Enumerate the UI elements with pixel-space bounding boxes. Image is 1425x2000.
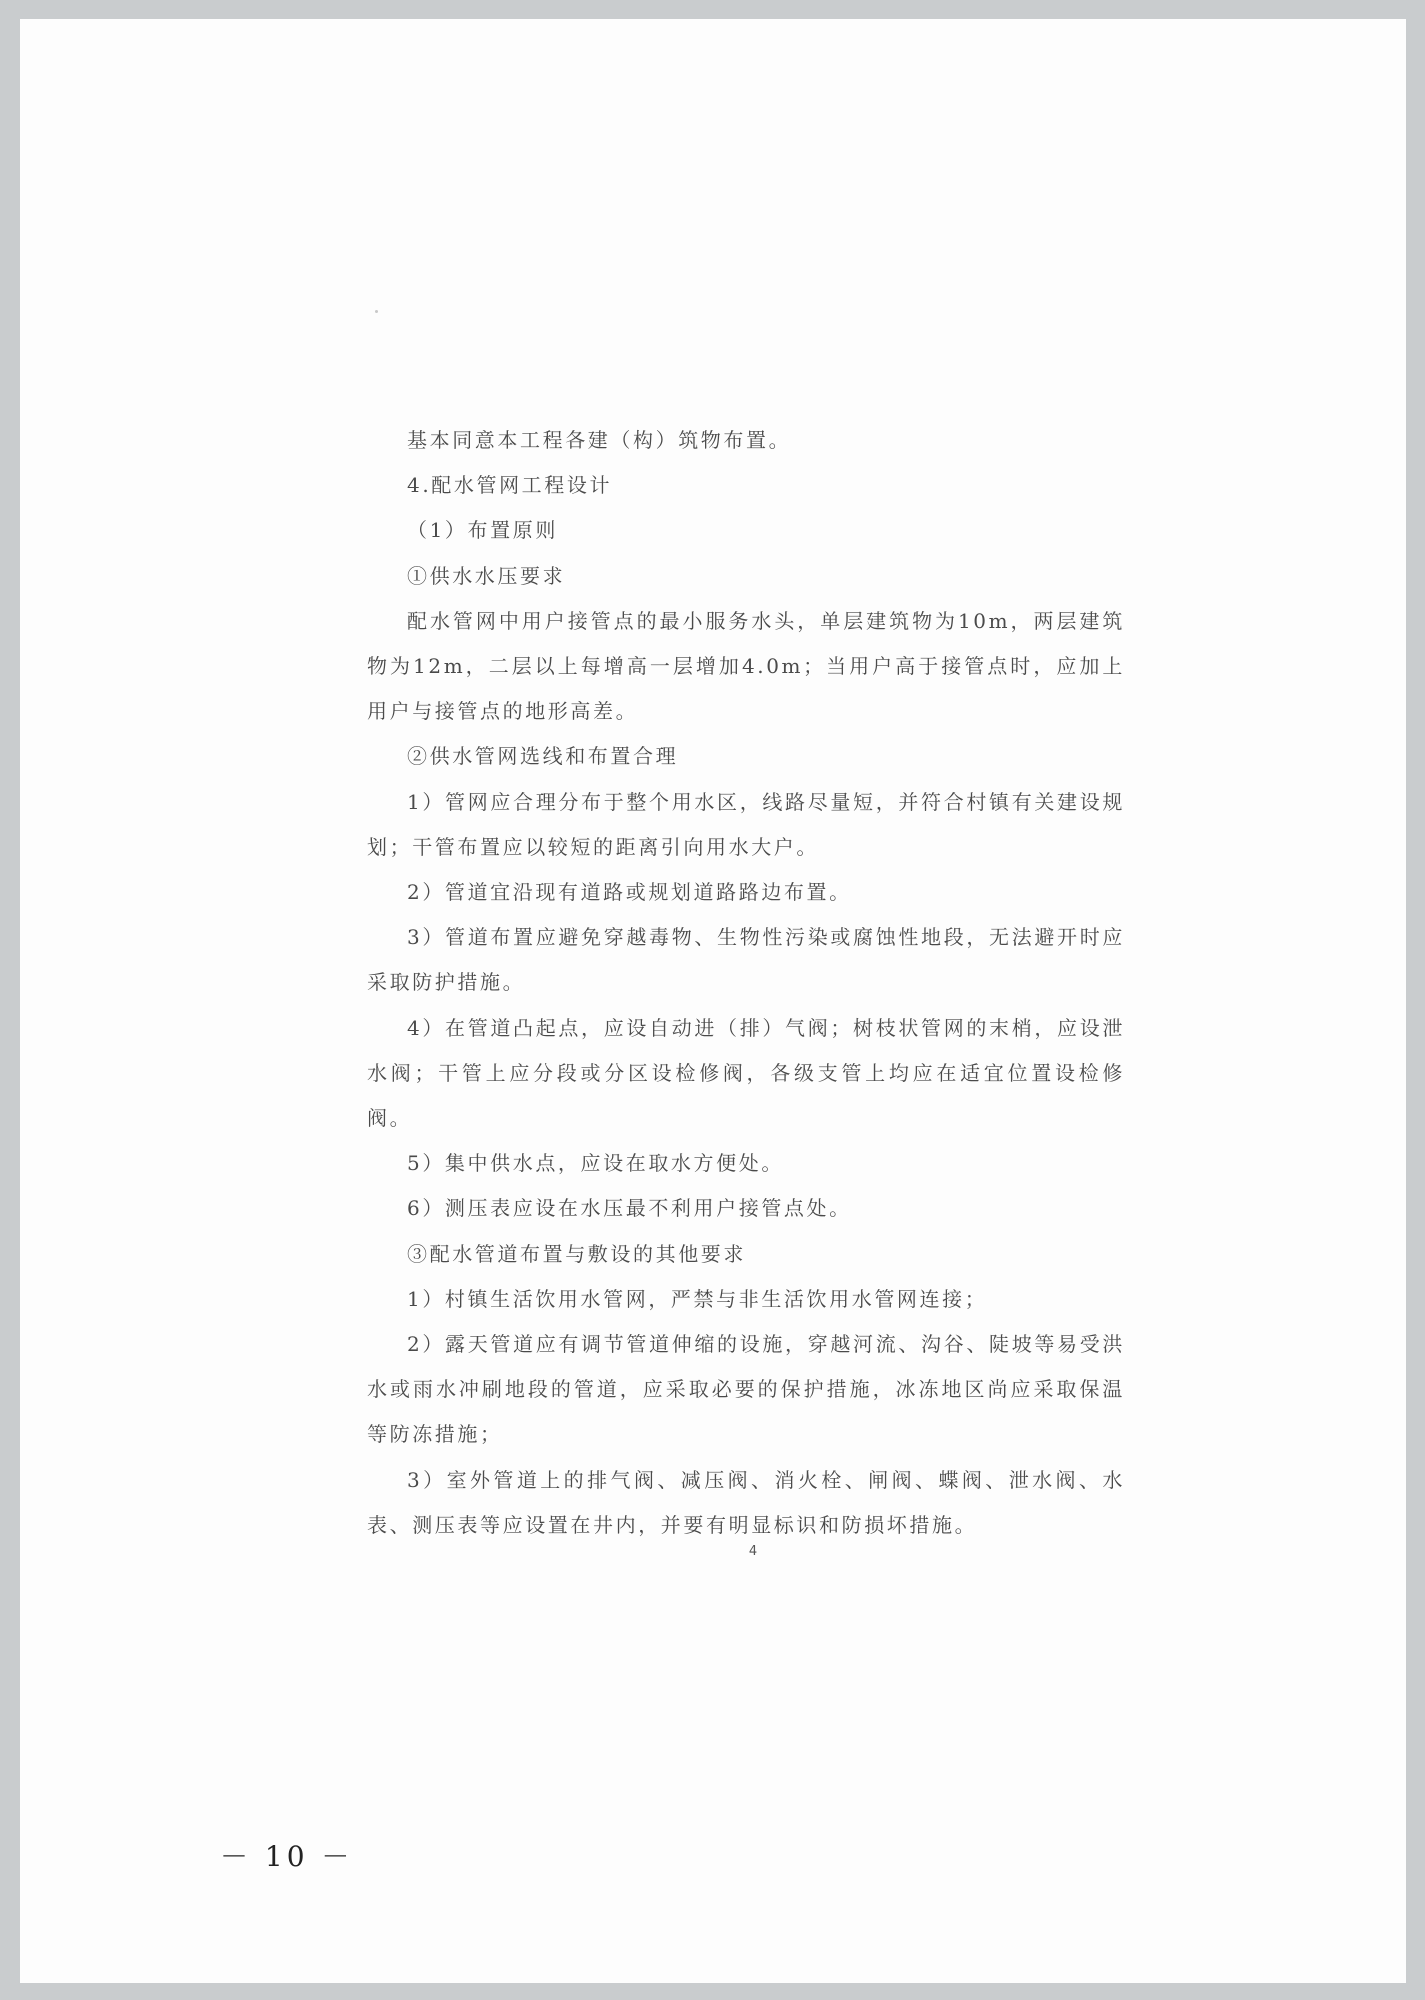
scan-page-number: 4 (748, 1544, 758, 1559)
item-heading: ①供水水压要求 (407, 563, 566, 588)
section-heading: 4.配水管网工程设计 (407, 473, 613, 498)
list-item: 3）管道布置应避免穿越毒物、生物性污染或腐蚀性地段，无法避开时应采取防护措施。 (367, 925, 1125, 995)
scan-speck (375, 310, 378, 313)
list-item: 1）村镇生活饮用水管网，严禁与非生活饮用水管网连接； (407, 1286, 988, 1311)
document-page (20, 19, 1406, 1983)
item-heading: ③配水管道布置与敷设的其他要求 (407, 1241, 746, 1266)
list-item: 2）露天管道应有调节管道伸缩的设施，穿越河流、沟谷、陡坡等易受洪水或雨水冲刷地段的管道，应采取必要的保护措施，冰冻地区尚应采取保温等防冻措施； (367, 1332, 1125, 1447)
list-item: 2）管道宜沿现有道路或规划道路路边布置。 (407, 880, 852, 905)
list-item: 6）测压表应设在水压最不利用户接管点处。 (407, 1196, 852, 1221)
paragraph: 基本同意本工程各建（构）筑物布置。 (407, 428, 792, 452)
list-item: 3）室外管道上的排气阀、减压阀、消火栓、闸阀、蝶阀、泄水阀、水表、测压表等应设置在井内，并要有明显标识和防损坏措施。 (367, 1467, 1125, 1537)
list-item: 1）管网应合理分布于整个用水区，线路尽量短，并符合村镇有关建设规划；干管布置应以较短的距离引向用水大户。 (367, 789, 1125, 859)
body-text (367, 418, 1125, 1548)
list-item: 4）在管道凸起点，应设自动进（排）气阀；树枝状管网的末梢，应设泄水阀；干管上应分段或分区设检修阀，各级支管上均应在适宜位置设检修阀。 (367, 1015, 1125, 1131)
paragraph: 配水管网中用户接管点的最小服务水头，单层建筑物为10m，两层建筑物为12m，二层以上每增高一层增加4.0m；当用户高于接管点时，应加上用户与接管点的地形高差。 (367, 608, 1125, 724)
subsection-heading: （1）布置原则 (407, 518, 558, 543)
scanned-page (20, 19, 1406, 1983)
item-heading: ②供水管网选线和布置合理 (407, 744, 679, 769)
footer-page-number: － 10 － (220, 1840, 354, 1873)
list-item: 5）集中供水点，应设在取水方便处。 (407, 1151, 784, 1176)
